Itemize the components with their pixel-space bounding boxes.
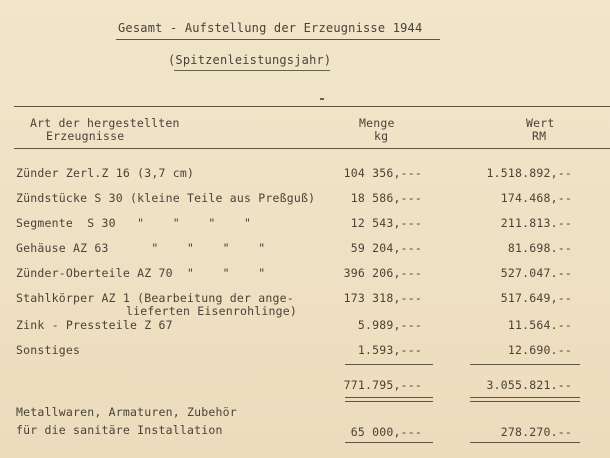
row-menge: 5.989,--- — [357, 318, 422, 332]
row-wert: 174.468,-- — [500, 191, 572, 205]
header-menge-line1: Menge — [359, 116, 395, 130]
extra-wert: 278.270.-- — [500, 425, 572, 439]
extra-label-line1: Metallwaren, Armaturen, Zubehör — [16, 405, 237, 419]
header-art-line1: Art der hergestellten — [30, 116, 180, 130]
row-wert: 1.518.892,-- — [486, 166, 572, 180]
subtitle-underline — [174, 70, 330, 71]
row-label: Gehäuse AZ 63 " " " " — [16, 241, 266, 255]
header-bottom-rule — [14, 148, 610, 149]
total-double-rule-menge — [345, 397, 433, 402]
header-wert-line1: Wert — [526, 116, 555, 130]
header-wert-line2: RM — [532, 129, 547, 143]
document-title: Gesamt - Aufstellung der Erzeugnisse 1944 — [118, 21, 423, 35]
extra-rule-menge — [345, 442, 433, 443]
row-label-continuation: lieferten Eisenrohlinge) — [126, 304, 297, 318]
row-wert: 211.813.-- — [500, 216, 572, 230]
header-art-line2: Erzeugnisse — [46, 129, 125, 143]
row-label: Zünder-Oberteile AZ 70 " " " — [16, 266, 266, 280]
extra-rule-wert — [470, 442, 580, 443]
header-top-rule — [14, 106, 610, 107]
row-wert: 12.690.-- — [507, 343, 572, 357]
extra-menge: 65 000,--- — [350, 425, 422, 439]
extra-label-line2: für die sanitäre Installation — [16, 423, 223, 437]
total-wert: 3.055.821.-- — [486, 378, 572, 392]
row-label: Segmente S 30 " " " " — [16, 216, 252, 230]
stray-mark — [320, 98, 324, 100]
row-menge: 396 206,--- — [343, 266, 422, 280]
subtotal-rule-wert — [470, 364, 580, 365]
total-double-rule-wert — [470, 397, 580, 402]
row-menge: 18 586,--- — [350, 191, 422, 205]
row-wert: 517.649,-- — [500, 291, 572, 305]
row-menge: 12 543,--- — [350, 216, 422, 230]
header-menge-line2: kg — [374, 129, 389, 143]
row-menge: 104 356,--- — [343, 166, 422, 180]
row-menge: 173 318,--- — [343, 291, 422, 305]
row-label: Zink - Pressteile Z 67 — [16, 318, 173, 332]
title-underline — [116, 39, 440, 40]
document-subtitle: (Spitzenleistungsjahr) — [168, 53, 332, 67]
total-menge: 771.795,--- — [343, 378, 422, 392]
subtotal-rule-menge — [345, 364, 433, 365]
row-label: Zünder Zerl.Z 16 (3,7 cm) — [16, 166, 195, 180]
row-wert: 81.698.-- — [507, 241, 572, 255]
row-label: Sonstiges — [16, 343, 81, 357]
row-wert: 11.564.-- — [507, 318, 572, 332]
row-label: Stahlkörper AZ 1 (Bearbeitung der ange- — [16, 291, 294, 305]
row-wert: 527.047.-- — [500, 266, 572, 280]
row-label: Zündstücke S 30 (kleine Teile aus Preßguß) — [16, 191, 316, 205]
row-menge: 1.593,--- — [357, 343, 422, 357]
row-menge: 59 204,--- — [350, 241, 422, 255]
